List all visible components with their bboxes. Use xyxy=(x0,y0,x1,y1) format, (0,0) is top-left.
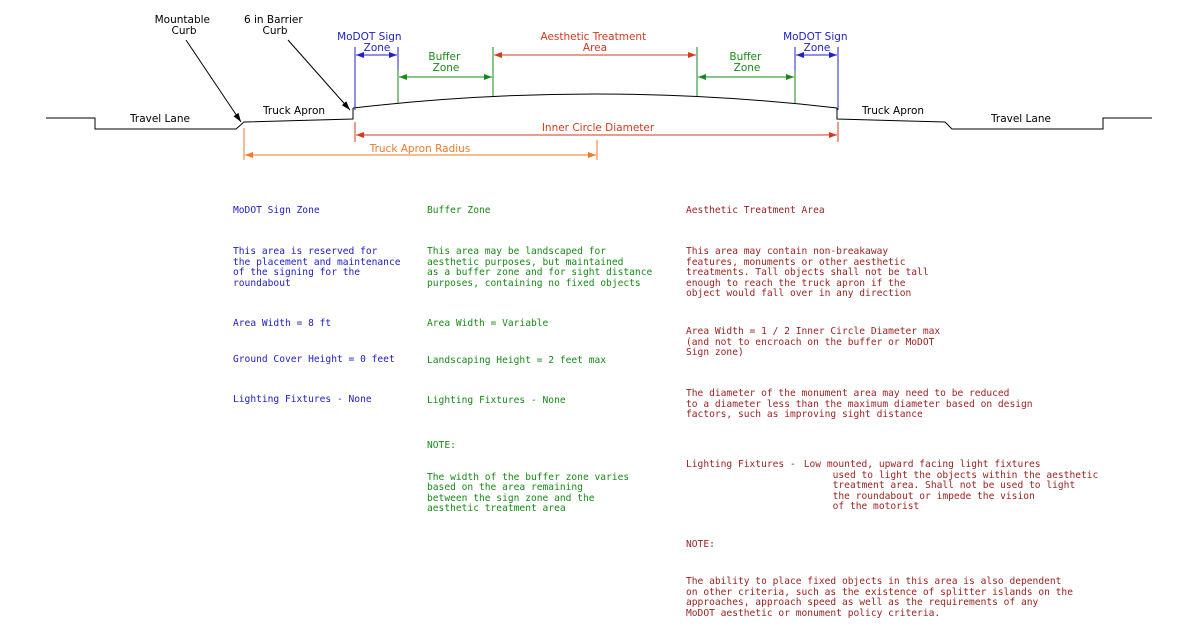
aesthetic-description: This area may contain non-breakaway features, monuments or other aesthetic treatments. Tall objects shall not be tall enough to reach the truck apron if the object would fall over in any direction xyxy=(686,245,929,300)
buffer-zone-description: This area may be landscaped for aesthetic purposes, but maintained as a buffer zone and for sight distance purposes, containing no fixed objects xyxy=(427,245,653,289)
aesthetic-note-heading: NOTE: xyxy=(686,539,715,551)
buffer-zone-notes xyxy=(427,185,652,526)
buffer-zone-note-heading: NOTE: xyxy=(427,439,456,451)
truck-apron-radius-label: Truck Apron Radius xyxy=(369,143,471,155)
sign-zone-notes xyxy=(233,185,401,416)
travel-lane-left-label: Travel Lane xyxy=(130,113,190,125)
barrier-curb-label: 6 in Barrier Curb xyxy=(243,14,303,37)
aesthetic-area-width: Area Width = 1 / 2 Inner Circle Diameter max (and not to encroach on the buffer or MoDOT Sign zone) xyxy=(686,326,941,359)
mountable-curb-leader xyxy=(186,40,241,122)
buffer-zone-landscaping: Landscaping Height = 2 feet max xyxy=(427,355,607,367)
buffer-zone-lighting: Lighting Fixtures - None xyxy=(427,395,566,407)
inner-circle-diameter-label: Inner Circle Diameter xyxy=(541,122,655,134)
truck-apron-left-label: Truck Apron xyxy=(263,105,326,117)
sign-zone-area-width: Area Width = 8 ft xyxy=(233,317,332,329)
aesthetic-heading: Aesthetic Treatment Area xyxy=(686,205,825,217)
aesthetic-lighting xyxy=(686,460,1098,513)
zone-labels xyxy=(337,31,851,74)
aesthetic-area-label: Aesthetic Treatment Area xyxy=(540,31,647,54)
buffer-zone-heading: Buffer Zone xyxy=(427,205,491,217)
buffer-zone-note-text: The width of the buffer zone varies based on the area remaining between the sign zone and the aesthetic treatment area xyxy=(427,471,630,515)
sign-zone-lighting: Lighting Fixtures - None xyxy=(233,394,372,406)
sign-zone-heading: MoDOT Sign Zone xyxy=(233,205,320,217)
travel-lane-right-label: Travel Lane xyxy=(991,113,1051,125)
buffer-zone-right-label: Buffer Zone xyxy=(729,51,762,74)
buffer-zone-area-width: Area Width = Variable xyxy=(427,317,549,329)
aesthetic-area-notes xyxy=(686,185,1098,630)
sign-zone-right-label: MoDOT Sign Zone xyxy=(783,31,848,54)
aesthetic-diameter-text: The diameter of the monument area may need to be reduced to a diameter less than the maximum diameter based on design factors, such as improving sight distance xyxy=(686,388,1033,421)
truck-apron-right-label: Truck Apron xyxy=(862,105,925,117)
central-island-mound xyxy=(353,94,837,108)
barrier-curb-leader xyxy=(288,40,350,110)
inner-circle-diameter-dimension xyxy=(355,122,838,142)
sign-zone-description: This area is reserved for the placement and maintenance of the signing for the roundabout xyxy=(233,245,401,289)
aesthetic-lighting-label: Lighting Fixtures - xyxy=(686,459,796,471)
buffer-zone-left-label: Buffer Zone xyxy=(428,51,461,74)
mountable-curb-label: Mountable Curb xyxy=(154,14,211,37)
aesthetic-lighting-text: Low mounted, upward facing light fixtures used to light the objects within the aesthetic treatment area. Shall not be used to light the roundabout or impede the vision of the motorist xyxy=(803,459,1099,513)
sign-zone-ground-cover: Ground Cover Height = 0 feet xyxy=(233,354,395,366)
aesthetic-note-text: The ability to place fixed objects in this area is also dependent on other criteria, such as the existence of splitter islands on the approaches, approach speed as well as the requirements of any MoDOT aesthetic or monument policy criteria. xyxy=(686,576,1073,619)
sign-zone-left-label: MoDOT Sign Zone xyxy=(337,31,402,54)
